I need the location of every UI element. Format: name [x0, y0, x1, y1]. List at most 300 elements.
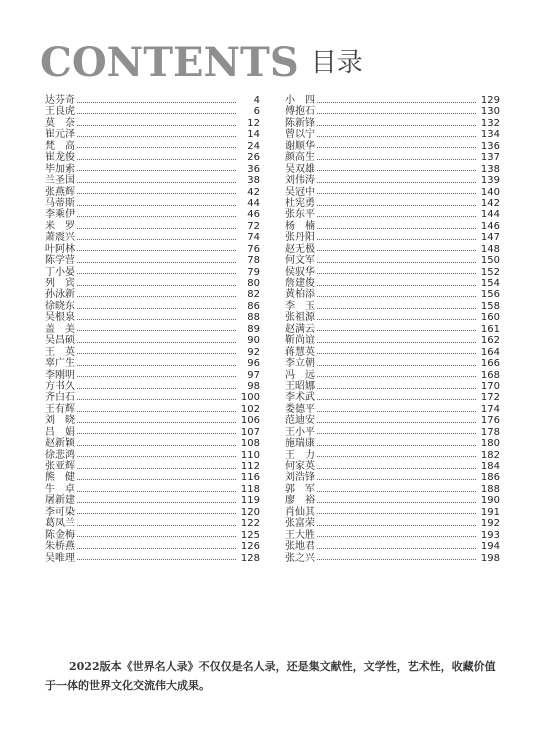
toc-entry — [285, 152, 500, 163]
toc-entry-page: 100 — [240, 392, 260, 404]
toc-entry-page: 96 — [247, 358, 260, 370]
toc-leader-dots — [317, 440, 476, 446]
toc-entry-page: 76 — [247, 243, 260, 255]
toc-leader-dots — [77, 165, 236, 171]
toc-entry-page: 46 — [247, 209, 260, 221]
toc-leader-dots — [77, 406, 236, 412]
toc-entry — [45, 507, 260, 518]
toc-entry-name: 李可染 — [45, 506, 75, 518]
toc-leader-dots — [317, 543, 476, 549]
toc-leader-dots — [77, 314, 236, 320]
toc-entry — [45, 438, 260, 449]
toc-entry — [285, 289, 500, 300]
toc-entry — [285, 461, 500, 472]
toc-leader-dots — [77, 280, 236, 286]
toc-entry — [285, 187, 500, 198]
toc-entry-page: 194 — [480, 541, 500, 553]
toc-entry-name: 蒋慧英 — [285, 346, 315, 358]
toc-entry — [45, 209, 260, 220]
toc-leader-dots — [77, 120, 236, 126]
toc-leader-dots — [77, 474, 236, 480]
toc-entry-name: 王有辉 — [45, 403, 75, 415]
toc-entry-page: 168 — [480, 369, 500, 381]
toc-entry-page: 166 — [480, 358, 500, 370]
contents-title-cn: 目录 — [310, 48, 363, 78]
toc-entry-page: 14 — [247, 129, 260, 141]
toc-entry-name: 赵新颖 — [45, 438, 75, 450]
toc-entry-name: 傅抱石 — [285, 106, 315, 118]
contents-header — [40, 38, 363, 88]
toc-leader-dots — [77, 520, 236, 526]
toc-entry-page: 188 — [480, 483, 500, 495]
toc-leader-dots — [77, 371, 236, 377]
toc-leader-dots — [77, 257, 236, 263]
toc-entry-page: 118 — [240, 483, 260, 495]
toc-entry — [45, 187, 260, 198]
toc-entry-name: 达芬奇 — [45, 95, 75, 106]
toc-entry — [285, 347, 500, 358]
toc-entry-name: 肖仙其 — [285, 506, 315, 518]
toc-entry-page: 24 — [247, 140, 260, 152]
toc-leader-dots — [317, 314, 476, 320]
toc-entry-name: 吴昌硕 — [45, 335, 75, 347]
toc-entry-name: 朱桥燕 — [45, 541, 75, 553]
toc-entry — [45, 347, 260, 358]
toc-leader-dots — [77, 463, 236, 469]
toc-leader-dots — [317, 142, 476, 148]
toc-entry-page: 44 — [247, 197, 260, 209]
toc-entry — [285, 198, 500, 209]
toc-entry-page: 174 — [480, 403, 500, 415]
toc-entry-name: 李乘伊 — [45, 209, 75, 221]
toc-leader-dots — [317, 360, 476, 366]
toc-entry — [45, 106, 260, 117]
toc-leader-dots — [77, 131, 236, 137]
toc-entry-name: 齐白石 — [45, 392, 75, 404]
toc-entry-page: 12 — [247, 117, 260, 129]
toc-entry-name: 毕加索 — [45, 163, 75, 175]
toc-entry-page: 4 — [253, 95, 260, 106]
toc-leader-dots — [317, 463, 476, 469]
toc-leader-dots — [317, 451, 476, 457]
toc-leader-dots — [317, 383, 476, 389]
toc-entry — [45, 518, 260, 529]
toc-entry — [285, 358, 500, 369]
toc-entry-page: 72 — [247, 220, 260, 232]
toc-leader-dots — [77, 142, 236, 148]
toc-entry-name: 刘浩锋 — [285, 472, 315, 484]
toc-entry-page: 147 — [480, 232, 500, 244]
toc-entry-name: 王昭娜 — [285, 380, 315, 392]
toc-entry-name: 颜高生 — [285, 152, 315, 164]
toc-entry-name: 杜宪勇 — [285, 197, 315, 209]
toc-entry-name: 陈学营 — [45, 255, 75, 267]
toc-entry — [285, 415, 500, 426]
toc-entry-name: 黄柏添 — [285, 289, 315, 301]
toc-leader-dots — [317, 211, 476, 217]
toc-entry-page: 193 — [480, 529, 500, 541]
toc-entry — [45, 495, 260, 506]
toc-entry-name: 李 玉 — [285, 300, 315, 312]
toc-entry — [45, 404, 260, 415]
toc-entry-name: 吴唯理 — [45, 552, 75, 564]
toc-entry-page: 184 — [480, 461, 500, 472]
toc-entry-page: 90 — [247, 335, 260, 347]
toc-entry — [45, 461, 260, 472]
toc-leader-dots — [77, 554, 236, 560]
toc-entry-name: 熊 健 — [45, 472, 75, 484]
toc-entry — [285, 267, 500, 278]
toc-entry-page: 134 — [480, 129, 500, 141]
toc-leader-dots — [317, 234, 476, 240]
toc-entry — [285, 553, 500, 564]
toc-leader-dots — [77, 268, 236, 274]
toc-leader-dots — [317, 165, 476, 171]
toc-entry-page: 136 — [480, 140, 500, 152]
toc-entry-page: 98 — [247, 380, 260, 392]
toc-entry-name: 谢顺华 — [285, 140, 315, 152]
toc-leader-dots — [77, 428, 236, 434]
toc-entry — [45, 324, 260, 335]
toc-entry — [45, 164, 260, 175]
toc-entry-page: 146 — [480, 220, 500, 232]
toc-entry-page: 102 — [240, 403, 260, 415]
toc-entry-name: 侯驭华 — [285, 266, 315, 278]
toc-entry-name: 张之兴 — [285, 552, 315, 564]
toc-entry-page: 158 — [480, 300, 500, 312]
toc-entry-page: 112 — [240, 461, 260, 472]
toc-entry-name: 吴冠中 — [285, 186, 315, 198]
toc-entry-name: 辜广生 — [45, 358, 75, 370]
toc-leader-dots — [77, 291, 236, 297]
toc-entry-page: 178 — [480, 426, 500, 438]
toc-entry-name: 方书久 — [45, 380, 75, 392]
toc-entry — [45, 198, 260, 209]
toc-entry — [285, 301, 500, 312]
toc-entry-name: 詹建俊 — [285, 278, 315, 289]
toc-entry-page: 180 — [480, 438, 500, 450]
toc-entry — [285, 118, 500, 129]
toc-leader-dots — [77, 360, 236, 366]
toc-entry — [285, 164, 500, 175]
toc-entry-page: 150 — [480, 255, 500, 267]
toc-entry-name: 张祖源 — [285, 312, 315, 324]
toc-entry-page: 186 — [480, 472, 500, 484]
toc-entry-page: 80 — [247, 278, 260, 289]
toc-leader-dots — [77, 245, 236, 251]
toc-leader-dots — [317, 394, 476, 400]
toc-entry — [45, 278, 260, 289]
toc-entry — [45, 152, 260, 163]
toc-leader-dots — [77, 508, 236, 514]
toc-entry — [45, 381, 260, 392]
toc-entry — [285, 427, 500, 438]
toc-entry-page: 89 — [247, 323, 260, 335]
toc-entry-page: 142 — [480, 197, 500, 209]
toc-entry — [285, 381, 500, 392]
toc-entry — [45, 232, 260, 243]
toc-entry — [285, 335, 500, 346]
toc-leader-dots — [77, 303, 236, 309]
toc-entry-name: 靳尚谊 — [285, 335, 315, 347]
toc-entry-name: 何家英 — [285, 461, 315, 472]
toc-entry — [285, 495, 500, 506]
toc-entry-page: 107 — [240, 426, 260, 438]
toc-leader-dots — [77, 337, 236, 343]
toc-leader-dots — [317, 200, 476, 206]
toc-leader-dots — [77, 200, 236, 206]
toc-leader-dots — [317, 486, 476, 492]
toc-leader-dots — [317, 108, 476, 114]
toc-leader-dots — [77, 211, 236, 217]
toc-entry-name: 吴根泉 — [45, 312, 75, 324]
toc-entry-page: 42 — [247, 186, 260, 198]
toc-entry-name: 郭 军 — [285, 483, 315, 495]
toc-entry-name: 张富荣 — [285, 518, 315, 530]
toc-entry — [45, 289, 260, 300]
toc-entry — [285, 530, 500, 541]
toc-leader-dots — [317, 120, 476, 126]
toc-entry-page: 82 — [247, 289, 260, 301]
toc-entry-name: 兰圣国 — [45, 175, 75, 187]
toc-entry-page: 132 — [480, 117, 500, 129]
toc-entry-page: 92 — [247, 346, 260, 358]
toc-entry-page: 130 — [480, 106, 500, 118]
toc-entry-page: 116 — [240, 472, 260, 484]
toc-entry-page: 38 — [247, 175, 260, 187]
toc-entry — [285, 106, 500, 117]
toc-entry-name: 赵满云 — [285, 323, 315, 335]
toc-entry — [45, 358, 260, 369]
toc-entry — [285, 541, 500, 552]
toc-entry-name: 徐晓东 — [45, 300, 75, 312]
toc-entry-name: 杨 楠 — [285, 220, 315, 232]
toc-entry — [285, 278, 500, 289]
toc-entry-name: 葛凤兰 — [45, 518, 75, 530]
toc-entry-name: 李刚明 — [45, 369, 75, 381]
toc-leader-dots — [77, 177, 236, 183]
toc-entry-page: 86 — [247, 300, 260, 312]
toc-leader-dots — [77, 348, 236, 354]
toc-entry — [45, 472, 260, 483]
toc-leader-dots — [77, 451, 236, 457]
toc-leader-dots — [317, 188, 476, 194]
toc-leader-dots — [77, 154, 236, 160]
toc-entry — [285, 392, 500, 403]
toc-entry-name: 张东平 — [285, 209, 315, 221]
toc-entry-name: 张亚辉 — [45, 461, 75, 472]
toc-entry — [285, 507, 500, 518]
toc-entry-page: 108 — [240, 438, 260, 450]
toc-entry-name: 廖 裕 — [285, 495, 315, 507]
toc-entry — [45, 484, 260, 495]
toc-entry-page: 126 — [240, 541, 260, 553]
toc-entry — [45, 553, 260, 564]
toc-entry-page: 110 — [240, 449, 260, 461]
toc-leader-dots — [77, 543, 236, 549]
toc-leader-dots — [77, 497, 236, 503]
toc-entry-page: 106 — [240, 415, 260, 427]
toc-entry-name: 刘 晓 — [45, 415, 75, 427]
toc-leader-dots — [317, 428, 476, 434]
toc-entry-page: 139 — [480, 175, 500, 187]
toc-leader-dots — [77, 223, 236, 229]
toc-entry — [45, 541, 260, 552]
toc-entry-page: 191 — [480, 506, 500, 518]
toc-entry-page: 154 — [480, 278, 500, 289]
toc-entry — [285, 312, 500, 323]
toc-leader-dots — [317, 348, 476, 354]
toc-entry — [45, 415, 260, 426]
toc-entry — [45, 221, 260, 232]
toc-entry-name: 马蒂斯 — [45, 197, 75, 209]
toc-entry-page: 26 — [247, 152, 260, 164]
toc-leader-dots — [317, 291, 476, 297]
toc-leader-dots — [317, 497, 476, 503]
toc-leader-dots — [317, 303, 476, 309]
toc-entry — [285, 95, 500, 106]
toc-entry-page: 182 — [480, 449, 500, 461]
toc-entry — [285, 518, 500, 529]
toc-entry-name: 陈金梅 — [45, 529, 75, 541]
toc-entry-page: 36 — [247, 163, 260, 175]
toc-entry — [285, 370, 500, 381]
toc-entry — [45, 141, 260, 152]
toc-entry-page: 162 — [480, 335, 500, 347]
toc-right-column — [285, 95, 500, 564]
toc-entry — [45, 255, 260, 266]
toc-entry — [45, 175, 260, 186]
toc-entry-page: 120 — [240, 506, 260, 518]
toc-entry-name: 娄德平 — [285, 403, 315, 415]
toc-leader-dots — [317, 268, 476, 274]
toc-entry — [45, 392, 260, 403]
toc-entry-name: 吴双雄 — [285, 163, 315, 175]
toc-entry-name: 牛 卓 — [45, 483, 75, 495]
toc-entry — [45, 450, 260, 461]
toc-entry-page: 78 — [247, 255, 260, 267]
toc-entry — [285, 232, 500, 243]
toc-entry-page: 140 — [480, 186, 500, 198]
toc-entry-name: 王 英 — [45, 346, 75, 358]
toc-entry-page: 170 — [480, 380, 500, 392]
toc-entry-page: 97 — [247, 369, 260, 381]
toc-leader-dots — [317, 474, 476, 480]
toc-entry-page: 176 — [480, 415, 500, 427]
toc-entry-page: 74 — [247, 232, 260, 244]
toc-entry-name: 张丹阳 — [285, 232, 315, 244]
toc-entry — [285, 324, 500, 335]
toc-entry — [285, 129, 500, 140]
toc-entry-page: 144 — [480, 209, 500, 221]
toc-entry-name: 萧震兴 — [45, 232, 75, 244]
toc-entry — [285, 244, 500, 255]
toc-entry-name: 莫 奈 — [45, 117, 75, 129]
footer-note: 2022版本《世界名人录》不仅仅是名人录，还是集文献性，文学性，艺术性，收藏价值于一体的世界文化交流伟大成果。 — [45, 660, 496, 692]
toc-leader-dots — [77, 486, 236, 492]
toc-entry — [285, 209, 500, 220]
toc-entry-name: 丁小晏 — [45, 266, 75, 278]
toc-entry — [285, 484, 500, 495]
toc-leader-dots — [317, 554, 476, 560]
toc-entry-name: 李术武 — [285, 392, 315, 404]
toc-entry-name: 范迪安 — [285, 415, 315, 427]
toc-entry-name: 施瑞康 — [285, 438, 315, 450]
toc-entry-page: 79 — [247, 266, 260, 278]
toc-entry-name: 米 罗 — [45, 220, 75, 232]
toc-entry-page: 129 — [480, 95, 500, 106]
toc-entry-name: 王良虎 — [45, 106, 75, 118]
toc-entry-name: 梵 高 — [45, 140, 75, 152]
toc-entry-page: 192 — [480, 518, 500, 530]
toc-entry-name: 王 力 — [285, 449, 315, 461]
toc-leader-dots — [317, 406, 476, 412]
toc-entry-name: 崔元泽 — [45, 129, 75, 141]
toc-entry — [285, 404, 500, 415]
toc-entry-name: 赵无极 — [285, 243, 315, 255]
toc-entry-name: 王小平 — [285, 426, 315, 438]
toc-leader-dots — [317, 508, 476, 514]
toc-entry-page: 148 — [480, 243, 500, 255]
toc-entry-name: 崔龙俊 — [45, 152, 75, 164]
toc-leader-dots — [77, 440, 236, 446]
toc-entry-page: 198 — [480, 552, 500, 564]
toc-entry — [285, 141, 500, 152]
toc-entry-name: 何文军 — [285, 255, 315, 267]
toc-entry — [45, 335, 260, 346]
toc-entry-page: 152 — [480, 266, 500, 278]
toc-entry — [45, 312, 260, 323]
toc-leader-dots — [317, 131, 476, 137]
toc-entry — [285, 450, 500, 461]
toc-leader-dots — [77, 325, 236, 331]
toc-leader-dots — [317, 245, 476, 251]
toc-entry — [45, 530, 260, 541]
toc-leader-dots — [77, 394, 236, 400]
toc-leader-dots — [317, 154, 476, 160]
toc-entry-name: 张燕辉 — [45, 186, 75, 198]
toc-entry — [285, 175, 500, 186]
toc-entry-page: 6 — [253, 106, 260, 118]
toc-leader-dots — [77, 108, 236, 114]
toc-leader-dots — [77, 234, 236, 240]
toc-left-column — [45, 95, 260, 564]
toc-leader-dots — [317, 177, 476, 183]
toc-entry — [45, 129, 260, 140]
toc-leader-dots — [317, 223, 476, 229]
toc-entry — [285, 221, 500, 232]
toc-entry-name: 曾以宁 — [285, 129, 315, 141]
toc-leader-dots — [317, 417, 476, 423]
toc-entry-name: 王大胜 — [285, 529, 315, 541]
toc-entry-name: 屠新建 — [45, 495, 75, 507]
toc-entry-page: 119 — [240, 495, 260, 507]
toc-entry-name: 刘伟涛 — [285, 175, 315, 187]
toc-entry — [45, 427, 260, 438]
toc-leader-dots — [317, 97, 476, 103]
toc-leader-dots — [317, 371, 476, 377]
contents-title-en: CONTENTS — [40, 39, 299, 86]
toc-leader-dots — [317, 337, 476, 343]
toc-entry — [45, 244, 260, 255]
toc-leader-dots — [317, 257, 476, 263]
toc-leader-dots — [317, 520, 476, 526]
toc-entry-name: 冯 远 — [285, 369, 315, 381]
toc-entry-page: 161 — [480, 323, 500, 335]
toc-entry-page: 138 — [480, 163, 500, 175]
toc-entry-page: 156 — [480, 289, 500, 301]
toc-entry-page: 160 — [480, 312, 500, 324]
